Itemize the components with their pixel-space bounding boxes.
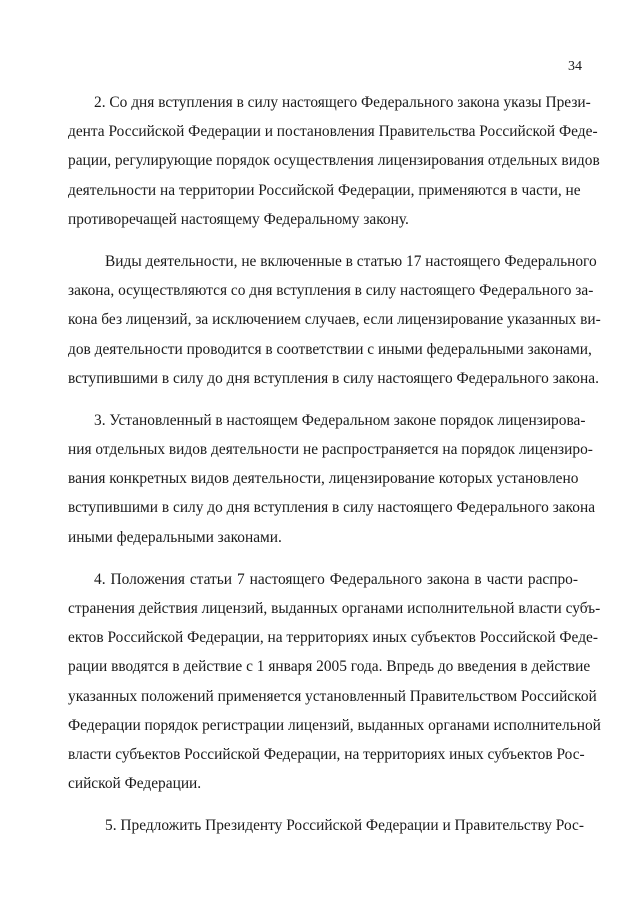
document-body — [68, 88, 601, 841]
text-line: рации вводятся в действие с 1 января 2005 года. Впредь до введения в действие — [68, 658, 591, 676]
text-line: Федерации порядок регистрации лицензий, выданных органами исполнительной — [68, 716, 601, 734]
text-line: кона без лицензий, за исключением случаев, если лицензирование указанных ви- — [68, 311, 601, 329]
text-line: дента Российской Федерации и постановления Правительства Российской Феде- — [68, 123, 598, 141]
text-line: странения действия лицензий, выданных органами исполнительной власти субъ- — [68, 600, 601, 617]
text-line: иными федеральными законами. — [68, 528, 282, 546]
text-line: 4. Положения статьи 7 настоящего Федерального закона в части распро- — [94, 570, 578, 588]
text-line: деятельности на территории Российской Федерации, применяются в части, не — [68, 181, 581, 199]
text-line: противоречащей настоящему Федеральному закону. — [68, 210, 409, 228]
text-line: 5. Предложить Президенту Российской Федерации и Правительству Рос- — [105, 817, 584, 835]
page-number: 34 — [568, 59, 582, 74]
text-line: указанных положений применяется установленный Правительством Российской — [68, 687, 597, 705]
text-line: ния отдельных видов деятельности не распространяется на порядок лицензиро- — [68, 441, 593, 459]
text-line: Виды деятельности, не включенные в статью 17 настоящего Федерального — [105, 252, 597, 270]
text-line: ектов Российской Федерации, на территориях иных субъектов Российской Феде- — [68, 629, 598, 647]
paragraph-5 — [68, 811, 584, 840]
text-line: вступившими в силу до дня вступления в силу настоящего Федерального закона — [68, 499, 596, 517]
paragraph-4 — [68, 565, 601, 799]
text-line: дов деятельности проводится в соответствии с иными федеральными законами, — [68, 340, 592, 358]
text-line: 2. Со дня вступления в силу настоящего Федерального закона указы Прези- — [94, 94, 591, 111]
paragraph-3 — [68, 406, 596, 552]
paragraph-2 — [68, 88, 600, 234]
text-line: 3. Установленный в настоящем Федеральном законе порядок лицензирова- — [94, 411, 586, 429]
text-line: рации, регулирующие порядок осуществления лицензирования отдельных видов — [68, 152, 600, 170]
text-line: власти субъектов Российской Федерации, на территориях иных субъектов Рос- — [68, 745, 585, 763]
text-line: закона, осуществляются со дня вступления в силу настоящего Федерального за- — [68, 282, 594, 300]
text-line: вания конкретных видов деятельности, лицензирование которых установлено — [68, 470, 579, 488]
paragraph-activities — [68, 247, 601, 393]
text-line: вступившими в силу до дня вступления в силу настоящего Федерального закона. — [68, 369, 599, 387]
text-line: сийской Федерации. — [68, 775, 202, 793]
